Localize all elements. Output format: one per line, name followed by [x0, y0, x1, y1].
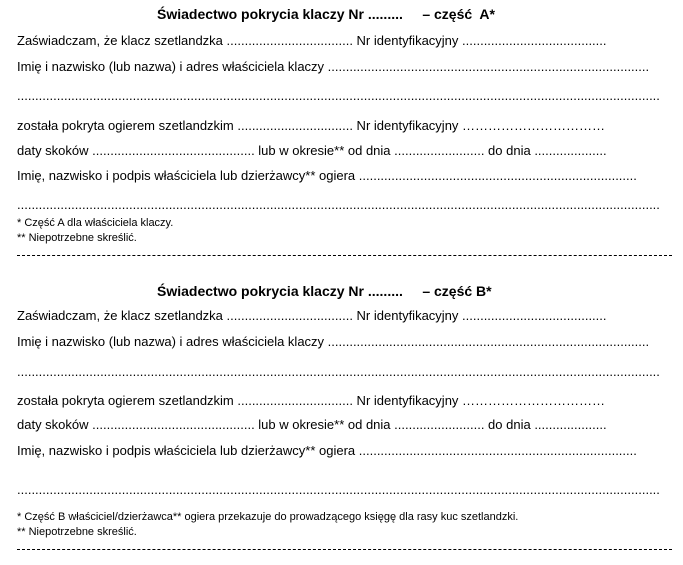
part-b-line-mare-owner: Imię i nazwisko (lub nazwa) i adres właściciela klaczy ......................................................................................... [17, 334, 650, 349]
part-b-cut-line [17, 549, 672, 550]
part-a-line-mare: Zaświadczam, że klacz szetlandzka ................................... Nr identyfikacyjny ........................................ [17, 33, 607, 48]
part-a-line-blank-2: .................................................................................................................................................................................. [17, 197, 660, 212]
part-b-line-stallion: została pokryta ogierem szetlandzkim ................................ Nr identyfikacyjny …………………………… [17, 393, 606, 408]
part-b-line-dates: daty skoków ............................................. lub w okresie** od dnia ......................... do dnia .................... [17, 417, 607, 432]
part-b-footnote-2: ** Niepotrzebne skreślić. [17, 526, 137, 538]
part-a-title: Świadectwo pokrycia klaczy Nr ......... – część A* [157, 6, 495, 22]
part-b-line-stallion-owner: Imię, nazwisko i podpis właściciela lub dzierżawcy** ogiera ............................................................................. [17, 443, 637, 458]
part-a-line-dates: daty skoków ............................................. lub w okresie** od dnia ......................... do dnia .................... [17, 143, 607, 158]
part-a-cut-line [17, 255, 672, 256]
part-a-line-stallion: została pokryta ogierem szetlandzkim ................................ Nr identyfikacyjny …………………………… [17, 118, 606, 133]
part-a-line-blank-1: .................................................................................................................................................................................. [17, 88, 660, 103]
part-a-line-mare-owner: Imię i nazwisko (lub nazwa) i adres właściciela klaczy ......................................................................................... [17, 59, 650, 74]
part-b-line-mare: Zaświadczam, że klacz szetlandzka ................................... Nr identyfikacyjny ........................................ [17, 308, 607, 323]
part-a-line-stallion-owner: Imię, nazwisko i podpis właściciela lub dzierżawcy** ogiera ............................................................................. [17, 168, 637, 183]
part-b-line-blank-2: .................................................................................................................................................................................. [17, 482, 660, 497]
part-b-title: Świadectwo pokrycia klaczy Nr ......... – część B* [157, 283, 492, 299]
part-b-line-blank-1: .................................................................................................................................................................................. [17, 364, 660, 379]
part-b-footnote-1: * Część B właściciel/dzierżawca** ogiera przekazuje do prowadzącego księgę dla rasy kuc szetlandzki. [17, 511, 519, 523]
part-a-footnote-2: ** Niepotrzebne skreślić. [17, 232, 137, 244]
part-a-footnote-1: * Część A dla właściciela klaczy. [17, 217, 174, 229]
